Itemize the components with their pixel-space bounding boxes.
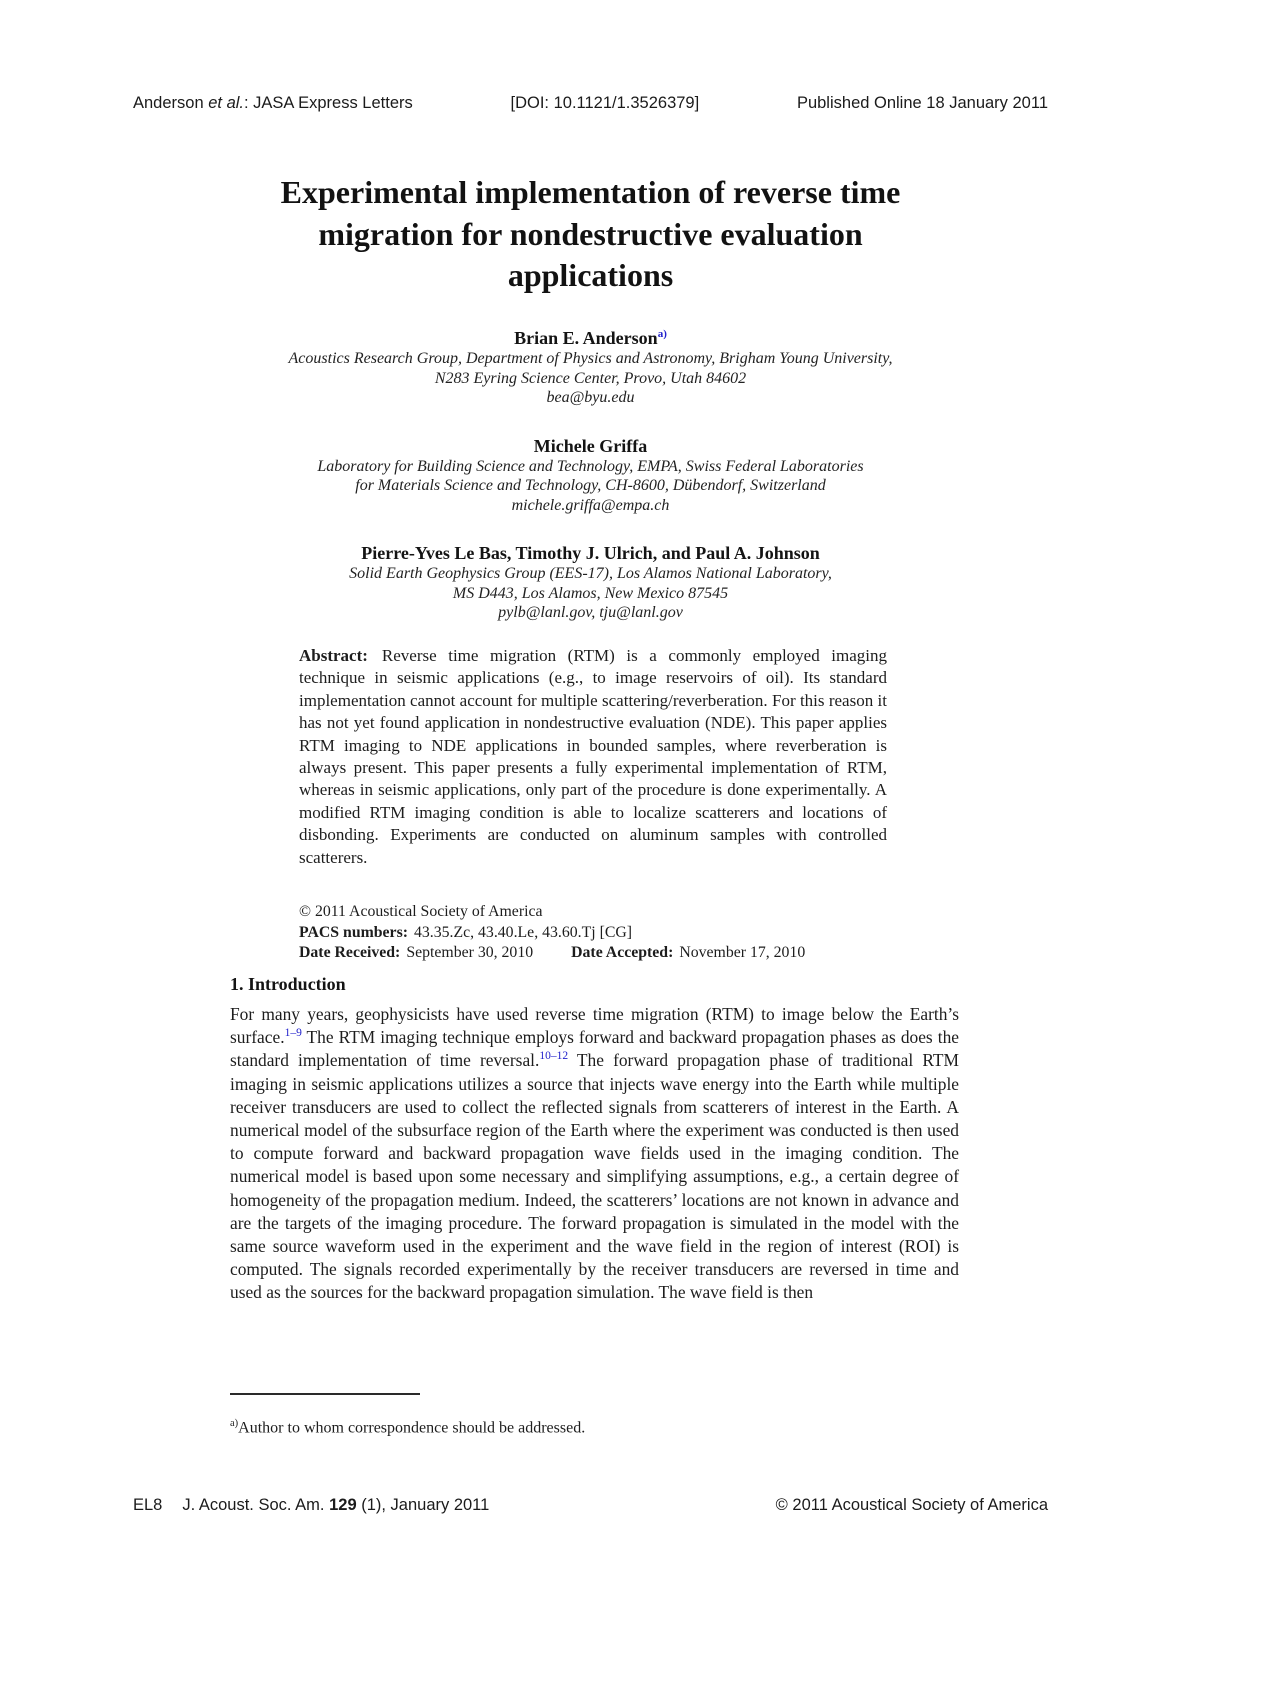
author-block-lebas-ulrich-johnson [133, 542, 1048, 623]
reference-link-1-9[interactable]: 1–9 [284, 1027, 302, 1040]
reference-link-10-12[interactable]: 10–12 [539, 1050, 569, 1063]
footer-citation [133, 1496, 489, 1515]
running-header [133, 94, 1048, 113]
author-block-griffa [133, 435, 1048, 516]
author-email: bea@byu.edu [546, 389, 635, 406]
authors-section [133, 323, 1048, 650]
header-citation-post: : JASA Express Letters [244, 94, 413, 112]
abstract-text: Reverse time migration (RTM) is a commonly employed imaging technique in seismic applications (e.g., to image reservoirs of oil). Its standard implementation cannot account for multiple scattering/reverberation. For this reason it has not yet found application in nondestructive evaluation (NDE). This paper applies RTM imaging to NDE applications in bounded samples, where reverberation is always present. This paper presents a fully experimental implementation of RTM, whereas in seismic applications, only part of the procedure is done experimentally. A modified RTM imaging condition is able to localize scatterers and locations of disbonding. Experiments are conducted on aluminum samples with controlled scatterers. [299, 646, 887, 867]
copyright-line: © 2011 Acoustical Society of America [299, 903, 543, 920]
section-heading-introduction: 1. Introduction [230, 974, 346, 994]
footer-copyright: © 2011 Acoustical Society of America [775, 1496, 1048, 1514]
author-block-anderson [133, 323, 1048, 408]
author-email: michele.griffa@empa.ch [511, 496, 670, 514]
date-received-label: Date Received: [299, 944, 401, 961]
footnote-divider-rule [230, 1393, 420, 1395]
footer-page-number: EL8 [133, 1496, 163, 1514]
author-affiliation: Laboratory for Building Science and Technology, EMPA, Swiss Federal Laboratories [317, 457, 864, 475]
author-name [133, 323, 1048, 349]
introduction-paragraph [230, 1003, 959, 1305]
abstract [299, 645, 887, 869]
footer-journal-citation-post: (1), January 2011 [356, 1496, 490, 1514]
header-doi: [DOI: 10.1121/1.3526379] [510, 94, 700, 112]
header-citation-etal: et al. [208, 94, 244, 112]
intro-text-segment: The forward propagation phase of traditional RTM imaging in seismic applications utilizes a source that injects wave energy into the Earth while multiple receiver transducers are used to collect the reflected signals from scatterers of interest in the Earth. A numerical model of the subsurface region of the Earth where the experiment was conducted is then used to compute forward and backward propagation wave fields used in the imaging condition. The numerical model is based upon some necessary and simplifying assumptions, e.g., a certain degree of homogeneity of the propagation medium. Indeed, the scatterers’ locations are not known in advance and are the targets of the imaging procedure. The forward propagation is simulated in the model with the same source waveform used in the experiment and the wave field in the region of interest (ROI) is computed. The signals recorded experimentally by the receiver transducers are reversed in time and used as the sources for the backward propagation simulation. The wave field is then [230, 1050, 959, 1303]
header-citation [133, 94, 413, 113]
footer-journal-citation-pre: J. Acoust. Soc. Am. [182, 1496, 330, 1514]
header-citation-pre: Anderson [133, 94, 209, 112]
paper-title [133, 172, 1048, 297]
pacs-label: PACS numbers: [299, 923, 408, 941]
author-note-superscript[interactable]: a) [657, 328, 667, 340]
intro-text-segment: The RTM imaging technique employs forward and backward propagation phases as does the standard implementation of time reversal. [230, 1027, 959, 1071]
author-name-text: Brian E. Anderson [514, 328, 658, 348]
header-published-date: Published Online 18 January 2011 [796, 94, 1048, 112]
pacs-value: 43.35.Zc, 43.40.Le, 43.60.Tj [CG] [413, 923, 633, 941]
author-affiliation: MS D443, Los Alamos, New Mexico 87545 [452, 584, 729, 602]
intro-text-segment: For many years, geophysicists have used reverse time migration (RTM) to image below the Earth’s surface. [230, 1004, 959, 1048]
page-footer [133, 1496, 1048, 1515]
author-affiliation: for Materials Science and Technology, CH-8600, Dübendorf, Switzerland [355, 477, 826, 494]
date-accepted-label: Date Accepted: [571, 944, 674, 961]
author-name: Michele Griffa [533, 435, 648, 456]
paper-title-line-1: Experimental implementation of reverse time [280, 174, 901, 210]
author-affiliation: Acoustics Research Group, Department of Physics and Astronomy, Brigham Young University, [288, 350, 893, 367]
dates-line [299, 943, 887, 964]
abstract-label: Abstract: [299, 646, 368, 665]
author-affiliation: N283 Eyring Science Center, Provo, Utah 84602 [434, 369, 747, 387]
footnote-marker: a) [230, 1418, 239, 1429]
author-affiliation: Solid Earth Geophysics Group (EES-17), Los Alamos National Laboratory, [349, 565, 832, 582]
article-metadata [299, 902, 887, 964]
date-accepted-value: November 17, 2010 [679, 944, 806, 961]
author-email: pylb@lanl.gov, tju@lanl.gov [498, 604, 683, 621]
pacs-line [299, 923, 887, 944]
paper-title-line-3: applications [507, 257, 674, 293]
footer-journal-volume: 129 [329, 1496, 357, 1514]
author-name: Pierre-Yves Le Bas, Timothy J. Ulrich, and Paul A. Johnson [361, 543, 820, 563]
footnote [230, 1418, 959, 1437]
paper-title-line-2: migration for nondestructive evaluation [318, 215, 863, 252]
footnote-text: Author to whom correspondence should be addressed. [238, 1419, 586, 1437]
date-received-value: September 30, 2010 [406, 944, 534, 961]
